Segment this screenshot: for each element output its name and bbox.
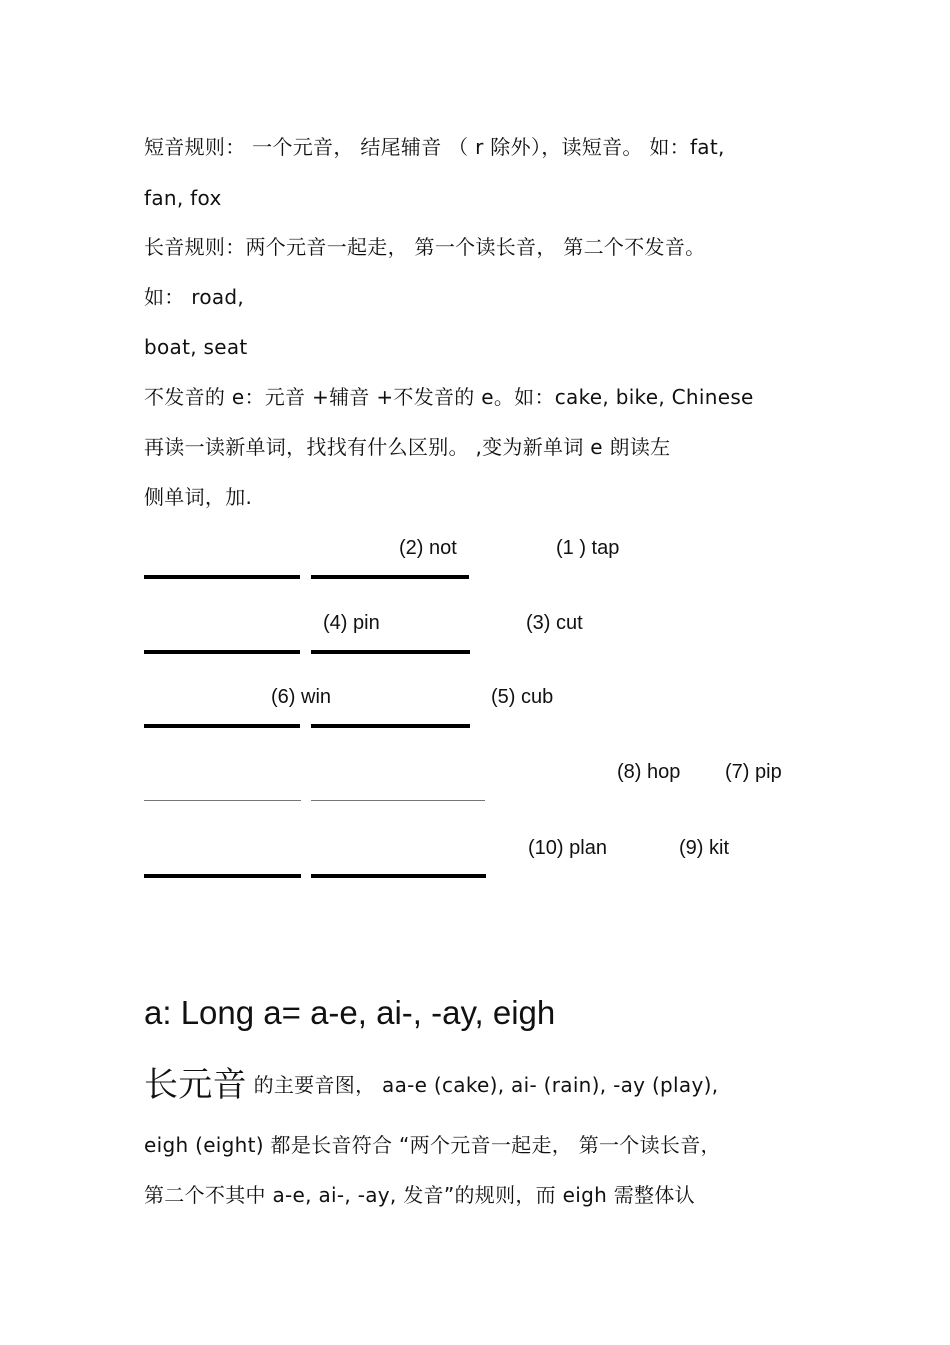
exercise-item-9: (9) kit bbox=[679, 837, 729, 859]
answer-blank[interactable] bbox=[311, 874, 486, 878]
exercise-item-10: (10) plan bbox=[528, 837, 607, 859]
exercise-item-3: (3) cut bbox=[526, 612, 583, 634]
answer-blank[interactable] bbox=[311, 575, 469, 579]
exercise-item-5: (5) cub bbox=[491, 686, 554, 708]
section-intro bbox=[144, 1065, 719, 1105]
exercise-item-4: (4) pin bbox=[323, 612, 380, 634]
exercise-item-7: (7) pip bbox=[725, 761, 782, 783]
answer-blank[interactable] bbox=[144, 650, 300, 654]
answer-blank[interactable] bbox=[144, 800, 301, 801]
instruction-line-2: 侧单词，加. bbox=[144, 485, 253, 509]
exercise-item-6: (6) win bbox=[271, 686, 332, 708]
answer-blank[interactable] bbox=[144, 724, 300, 728]
exercise-item-1: (1 ) tap bbox=[556, 537, 620, 559]
answer-blank[interactable] bbox=[311, 800, 485, 801]
instruction-line-1: 再读一读新单词，找找有什么区别。 ,变为新单词 e 朗读左 bbox=[144, 435, 671, 459]
section-intro-emphasis: 长元音 bbox=[144, 1065, 247, 1105]
silent-e-rule: 不发音的 e：元音 +辅音 +不发音的 e。如：cake, bike, Chinese bbox=[144, 385, 754, 409]
exercise-item-2: (2) not bbox=[399, 537, 457, 559]
long-vowel-rule-line-2: 如： road, bbox=[144, 285, 245, 309]
short-vowel-rule-line-2: fan, fox bbox=[144, 186, 222, 210]
answer-blank[interactable] bbox=[144, 575, 300, 579]
section-intro-text: 的主要音图， aa-e (cake), ai- (rain), -ay (play), bbox=[246, 1073, 719, 1097]
exercise-item-8: (8) hop bbox=[617, 761, 681, 783]
long-vowel-rule-line-1: 长音规则：两个元音一起走， 第一个读长音， 第二个不发音。 bbox=[144, 235, 706, 259]
section-body-line-2: eigh (eight) 都是长音符合 “两个元音一起走， 第一个读长音， bbox=[144, 1133, 721, 1157]
section-body-line-3: 第二个不其中 a-e, ai-, -ay, 发音”的规则，而 eigh 需整体认 bbox=[144, 1183, 695, 1207]
long-vowel-rule-line-3: boat, seat bbox=[144, 335, 248, 359]
answer-blank[interactable] bbox=[144, 874, 301, 878]
short-vowel-rule-line-1: 短音规则： 一个元音， 结尾辅音 （ r 除外），读短音。 如：fat, bbox=[144, 135, 725, 159]
answer-blank[interactable] bbox=[311, 650, 470, 654]
section-heading: a: Long a= a-e, ai-, -ay, eigh bbox=[144, 994, 556, 1031]
answer-blank[interactable] bbox=[311, 724, 470, 728]
